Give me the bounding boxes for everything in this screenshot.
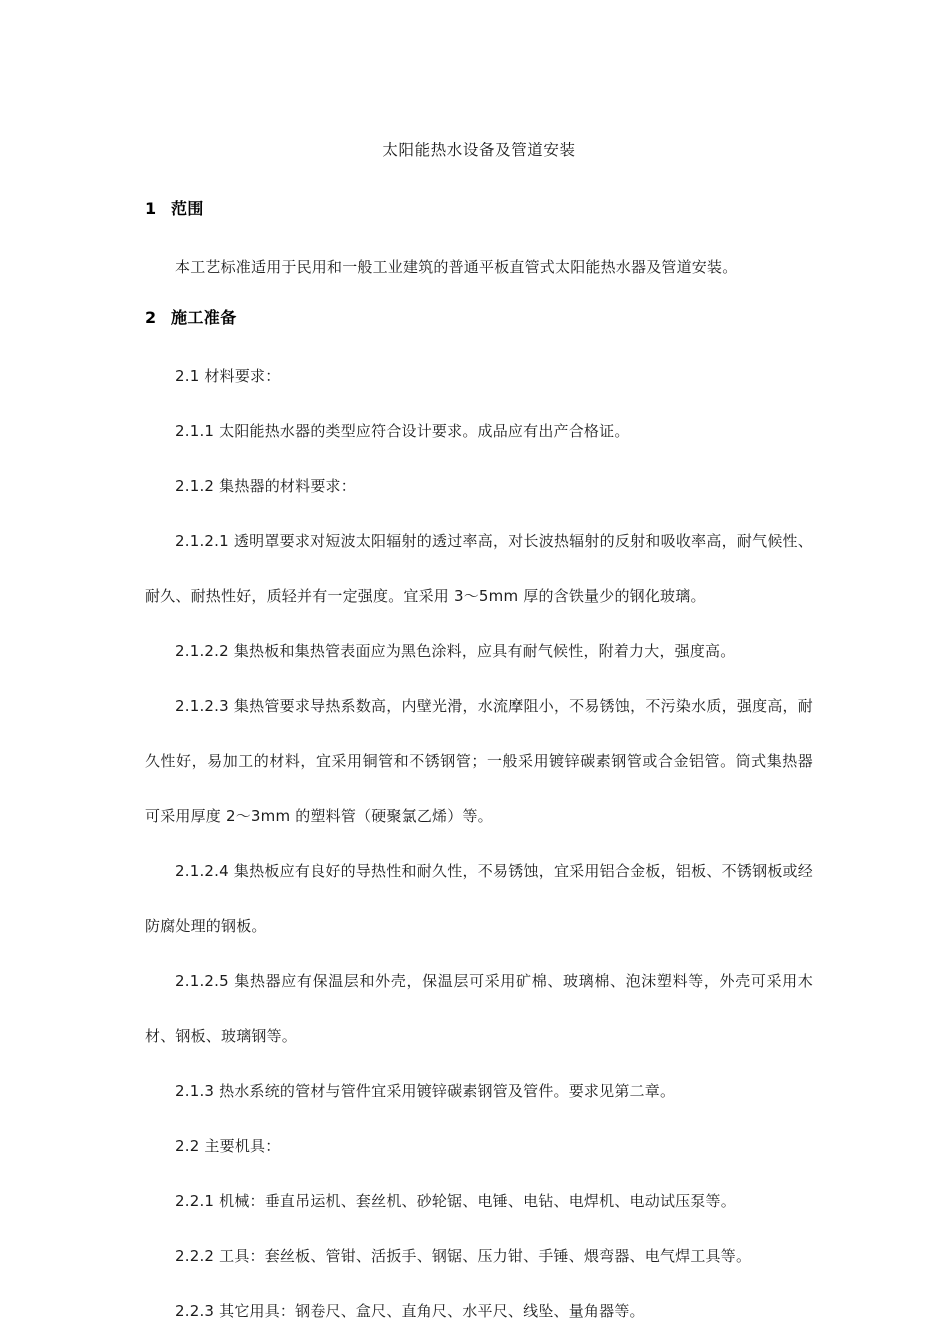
spacer <box>145 295 813 305</box>
spacer <box>145 186 813 196</box>
paragraph: 2.2.2 工具：套丝板、管钳、活扳手、钢锯、压力钳、手锤、煨弯器、电气焊工具等。 <box>175 1247 752 1265</box>
paragraph: 本工艺标准适用于民用和一般工业建筑的普通平板直管式太阳能热水器及管道安装。 <box>175 258 738 276</box>
spacer <box>145 222 813 240</box>
paragraph: 2.1 材料要求： <box>175 367 281 385</box>
section-heading-1 <box>145 196 813 222</box>
paragraph: 2.1.2.5 集热器应有保温层和外壳，保温层可采用矿棉、玻璃棉、泡沫塑料等，外壳可采用木材、钢板、玻璃钢等。 <box>145 972 813 1045</box>
paragraph: 2.1.2.4 集热板应有良好的导热性和耐久性，不易锈蚀，宜采用铝合金板，铝板、不锈钢板或经防腐处理的钢板。 <box>145 862 813 935</box>
document-content <box>145 138 813 1339</box>
paragraph: 2.1.2 集热器的材料要求： <box>175 477 356 495</box>
section-heading-2 <box>145 305 813 331</box>
section-title-1: 范围 <box>171 199 204 218</box>
section-number-1: 1 <box>145 199 157 218</box>
paragraph: 2.1.2.2 集热板和集热管表面应为黑色涂料，应具有耐气候性，附着力大，强度高。 <box>175 642 736 660</box>
section-number-2: 2 <box>145 308 157 327</box>
section-title-2: 施工准备 <box>171 308 237 327</box>
page-title: 太阳能热水设备及管道安装 <box>382 141 576 159</box>
paragraph: 2.2.3 其它用具：钢卷尺、盒尺、直角尺、水平尺、线坠、量角器等。 <box>175 1302 645 1320</box>
paragraph: 2.2 主要机具： <box>175 1137 281 1155</box>
paragraph: 2.2.1 机械：垂直吊运机、套丝机、砂轮锯、电锤、电钻、电焊机、电动试压泵等。 <box>175 1192 736 1210</box>
paragraph: 2.1.1 太阳能热水器的类型应符合设计要求。成品应有出产合格证。 <box>175 422 630 440</box>
spacer <box>145 331 813 349</box>
paragraph: 2.1.2.1 透明罩要求对短波太阳辐射的透过率高，对长波热辐射的反射和吸收率高，耐气候性、耐久、耐热性好，质轻并有一定强度。宜采用 3～5mm 厚的含铁量少的钢化玻璃。 <box>145 532 813 605</box>
paragraph: 2.1.3 热水系统的管材与管件宜采用镀锌碳素钢管及管件。要求见第二章。 <box>175 1082 676 1100</box>
paragraph: 2.1.2.3 集热管要求导热系数高，内壁光滑，水流摩阻小，不易锈蚀，不污染水质，强度高，耐久性好，易加工的材料，宜采用铜管和不锈钢管；一般采用镀锌碳素钢管或合金铝管。筒式集热器可采用厚度 2～3mm 的塑料管（硬聚氯乙烯）等。 <box>145 697 813 825</box>
